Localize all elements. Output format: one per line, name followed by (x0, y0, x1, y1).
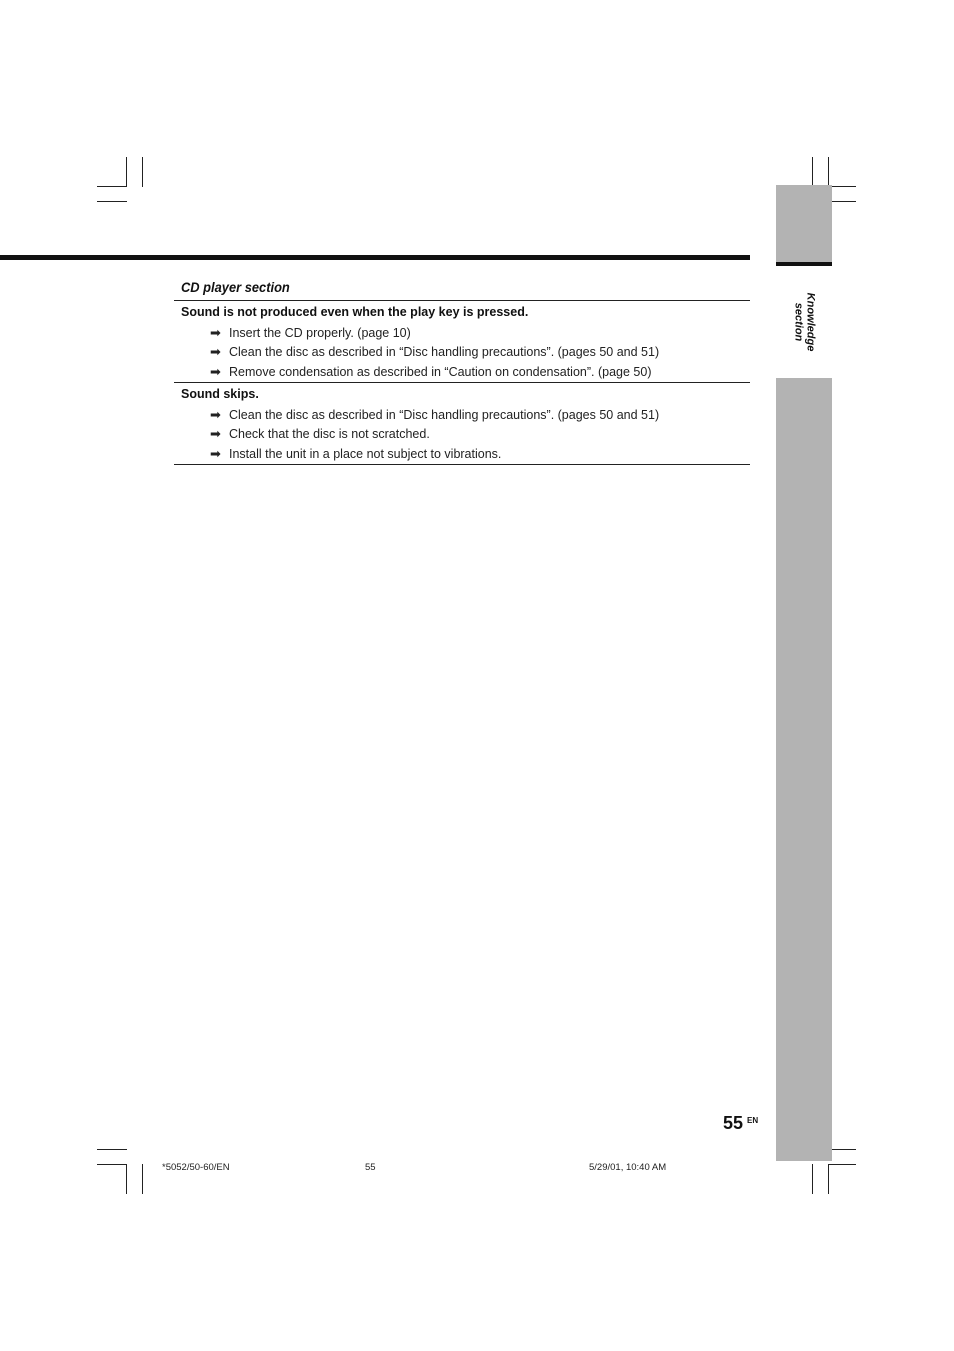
arrow-right-icon: ➡ (210, 446, 221, 461)
arrow-right-icon: ➡ (210, 325, 221, 340)
page-number: 55 (723, 1113, 744, 1133)
page-language: EN (747, 1116, 759, 1125)
section-title: CD player section (181, 279, 290, 295)
crop-mark (126, 1164, 127, 1194)
crop-mark (812, 1164, 813, 1194)
problem-title: Sound skips. (181, 387, 259, 401)
side-tab-label (776, 266, 832, 378)
crop-mark (142, 1164, 143, 1194)
remedy-text: Install the unit in a place not subject to vibrations. (229, 447, 502, 461)
side-tab-label-line1: Knowledge (804, 292, 817, 352)
arrow-right-icon: ➡ (210, 426, 221, 441)
arrow-right-icon: ➡ (210, 364, 221, 379)
crop-mark (97, 1149, 127, 1150)
crop-mark (828, 157, 829, 187)
footer-left: *5052/50-60/EN (162, 1162, 230, 1173)
crop-mark (126, 157, 127, 187)
crop-mark (97, 1164, 127, 1165)
remedy-item (210, 407, 659, 423)
divider (174, 464, 750, 465)
crop-mark (828, 1149, 856, 1150)
remedy-item (210, 325, 411, 341)
crop-mark (828, 186, 856, 187)
remedy-item (210, 426, 430, 442)
remedy-text: Clean the disc as described in “Disc handling precautions”. (pages 50 and 51) (229, 345, 660, 359)
remedy-text: Insert the CD properly. (page 10) (229, 326, 411, 340)
divider (174, 300, 750, 301)
crop-mark (97, 186, 127, 187)
crop-mark (828, 1164, 856, 1165)
side-tab-label-line2: section (792, 302, 805, 342)
remedy-item (210, 344, 659, 360)
header-rule (0, 255, 750, 260)
footer-center: 55 (365, 1162, 376, 1173)
divider (174, 382, 750, 383)
crop-mark (828, 1164, 829, 1194)
remedy-item (210, 364, 652, 380)
remedy-text: Clean the disc as described in “Disc handling precautions”. (pages 50 and 51) (229, 408, 660, 422)
crop-mark (97, 201, 127, 202)
remedy-text: Remove condensation as described in “Caution on condensation”. (page 50) (229, 365, 652, 379)
problem-title: Sound is not produced even when the play key is pressed. (181, 305, 529, 319)
crop-mark (142, 157, 143, 187)
arrow-right-icon: ➡ (210, 407, 221, 422)
crop-mark (812, 157, 813, 187)
arrow-right-icon: ➡ (210, 344, 221, 359)
crop-mark (828, 201, 856, 202)
remedy-item (210, 446, 501, 462)
remedy-text: Check that the disc is not scratched. (229, 427, 430, 441)
footer-right: 5/29/01, 10:40 AM (589, 1162, 667, 1173)
